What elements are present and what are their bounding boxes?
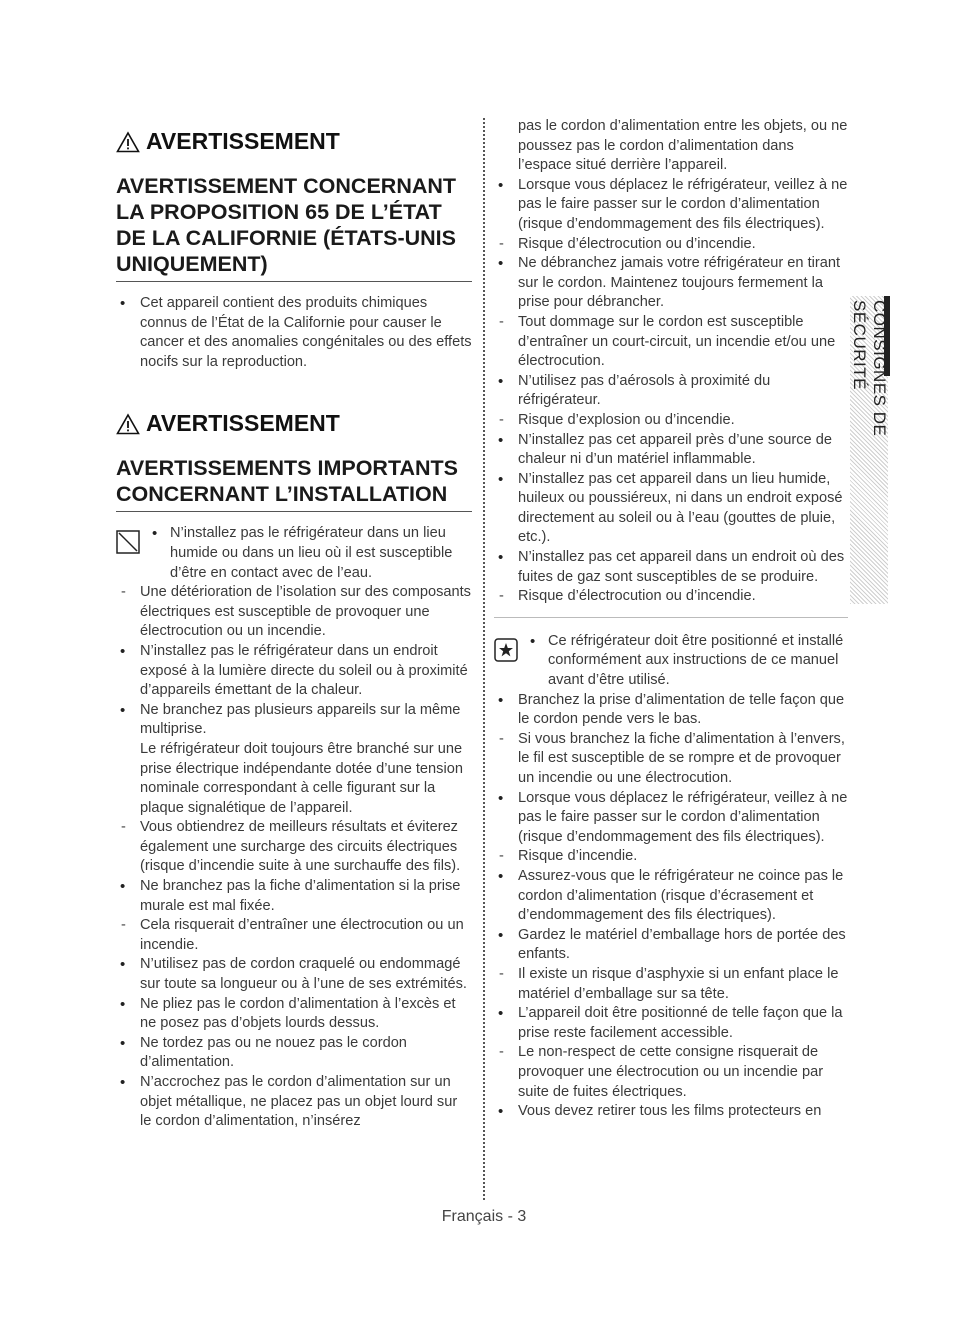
list-item: • Ne branchez pas la fiche d’alimentation si la prise murale est mal fixée. — [116, 877, 472, 916]
list-item: • N’installez pas le réfrigérateur dans un endroit exposé à la lumière directe du soleil ou à proximité d’appareils émettant de la chaleur. — [116, 642, 472, 701]
prohibition-list — [148, 524, 472, 583]
section-title-prop65: AVERTISSEMENT CONCERNANT LA PROPOSITION 65 DE L’ÉTAT DE LA CALIFORNIE (ÉTATS-UNIS UNIQUEMENT) — [116, 173, 472, 282]
list-item: • Ne pliez pas le cordon d’alimentation à l’excès et ne posez pas d’objets lourds dessus. — [116, 995, 472, 1034]
list-item: - Il existe un risque d’asphyxie si un enfant place le matériel d’emballage sur sa tête. — [494, 965, 848, 1004]
warning-heading-2 — [116, 410, 472, 437]
list-item: - Risque d’explosion ou d’incendie. — [494, 411, 848, 431]
list-item: • Ne branchez pas plusieurs appareils sur la même multiprise. — [116, 701, 472, 740]
list-item: - Si vous branchez la fiche d’alimentation à l’envers, le fil est susceptible de se rompre et de provoquer un incendie ou une électrocution. — [494, 730, 848, 789]
list-item: - Le non-respect de cette consigne risquerait de provoquer une électrocution ou un incendie par suite de fuites électriques. — [494, 1043, 848, 1102]
warning-triangle-icon — [116, 413, 140, 435]
warning-heading-1 — [116, 128, 472, 155]
list-item: • Ne débranchez jamais votre réfrigérateur en tirant sur le cordon. Maintenez toujours fermement la prise pour débrancher. — [494, 254, 848, 313]
list-item: • N’installez pas cet appareil dans un lieu humide, huileux ou poussiéreux, ni dans un endroit exposé directement au soleil ou à l’eau (gouttes de pluie, etc.). — [494, 470, 848, 548]
list-item: • Ce réfrigérateur doit être positionné et installé conformément aux instructions de ce manuel avant d’être utilisé. — [526, 632, 848, 691]
list-item: • Vous devez retirer tous les films protecteurs en — [494, 1102, 848, 1122]
instruction-row — [494, 632, 848, 691]
list-item: • Lorsque vous déplacez le réfrigérateur, veillez à ne pas le faire passer sur le cordon d’alimentation (risque d’endommagement des fils électriques). — [494, 176, 848, 235]
list-item: • Branchez la prise d’alimentation de telle façon que le cordon pende vers le bas. — [494, 691, 848, 730]
instruction-list — [526, 632, 848, 691]
list-item: • Cet appareil contient des produits chimiques connus de l’État de la Californie pour causer le cancer et des anomalies congénitales ou des effets nocifs sur la reproduction. — [116, 294, 472, 372]
warning-heading-1-text: AVERTISSEMENT — [146, 128, 340, 154]
star-icon — [494, 638, 518, 662]
prop65-list — [116, 294, 472, 372]
installation-list-right-top — [494, 117, 848, 607]
list-item: • N’accrochez pas le cordon d’alimentation sur un objet métallique, ne placez pas un objet lourd sur le cordon d’alimentation, n’insérez — [116, 1073, 472, 1132]
section-title-installation: AVERTISSEMENTS IMPORTANTS CONCERNANT L’INSTALLATION — [116, 455, 472, 512]
list-item: - Cela risquerait d’entraîner une électrocution ou un incendie. — [116, 916, 472, 955]
prohibition-row — [116, 524, 472, 583]
prohibited-icon — [116, 530, 140, 554]
list-item: Le réfrigérateur doit toujours être branché sur une prise électrique indépendante dotée d’une tension nominale correspondant à celle figurant sur la plaque signalétique de l’appareil. — [140, 740, 463, 816]
right-divider — [494, 617, 848, 618]
list-item: - Risque d’électrocution ou d’incendie. — [494, 235, 848, 255]
list-item: - Risque d’électrocution ou d’incendie. — [494, 587, 848, 607]
list-item: • N’utilisez pas de cordon craquelé ou endommagé sur toute sa longueur ou à l’une de ses extrémités. — [116, 955, 472, 994]
list-item: - Tout dommage sur le cordon est susceptible d’entraîner un court-circuit, un incendie et/ou une électrocution. — [494, 313, 848, 372]
right-column — [494, 117, 848, 1122]
installation-list-left — [116, 583, 472, 1132]
left-column — [116, 122, 472, 1132]
list-item: • Assurez-vous que le réfrigérateur ne coince pas le cordon d’alimentation (risque d’écrasement et d’endommagement des fils électriques). — [494, 867, 848, 926]
list-item: - Vous obtiendrez de meilleurs résultats et éviterez également une surcharge des circuits électriques (risque d’incendie suite à une surchauffe des fils). — [116, 818, 472, 877]
list-item: • N’installez pas cet appareil dans un endroit où des fuites de gaz sont susceptibles de se produire. — [494, 548, 848, 587]
list-item: • N’utilisez pas d’aérosols à proximité du réfrigérateur. — [494, 372, 848, 411]
warning-triangle-icon — [116, 131, 140, 153]
list-item: • N’installez pas le réfrigérateur dans un lieu humide ou dans un lieu où il est susceptible d’être en contact avec de l’eau. — [148, 524, 472, 583]
installation-list-right-bottom — [494, 691, 848, 1122]
column-divider — [483, 118, 485, 1200]
page-footer: Français - 3 — [441, 1208, 527, 1225]
warning-heading-2-text: AVERTISSEMENT — [146, 410, 340, 437]
list-item: • Ne tordez pas ou ne nouez pas le cordon d’alimentation. — [116, 1034, 472, 1073]
list-item: • L’appareil doit être positionné de telle façon que la prise reste facilement accessible. — [494, 1004, 848, 1043]
list-item: pas le cordon d’alimentation entre les objets, ou ne poussez pas le cordon d’alimentation dans l’espace situé derrière l’appareil. — [518, 118, 848, 174]
list-item: - Une détérioration de l’isolation sur des composants électriques est susceptible de provoquer une électrocution ou un incendie. — [116, 583, 472, 642]
list-item: • Lorsque vous déplacez le réfrigérateur, veillez à ne pas le faire passer sur le cordon d’alimentation (risque d’endommagement des fils électriques). — [494, 789, 848, 848]
side-tab-label: CONSIGNES DE SÉCURITÉ — [850, 300, 889, 437]
list-item: • N’installez pas cet appareil près d’une source de chaleur ni d’un matériel inflammable. — [494, 431, 848, 470]
list-item: - Risque d’incendie. — [494, 847, 848, 867]
list-item: • Gardez le matériel d’emballage hors de portée des enfants. — [494, 926, 848, 965]
